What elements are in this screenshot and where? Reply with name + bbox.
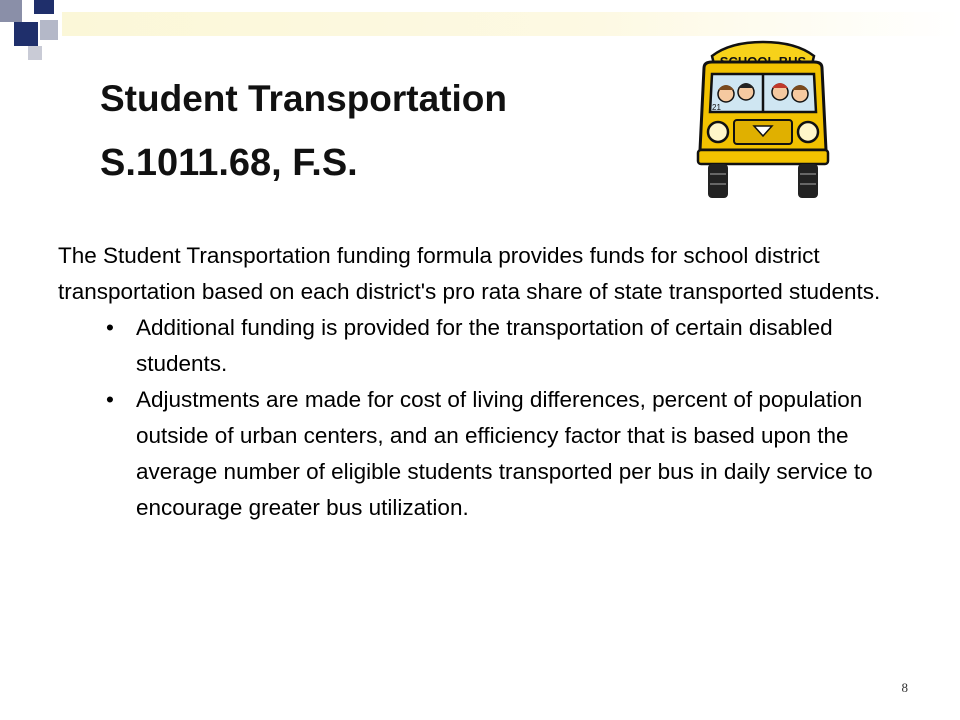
bus-number: 21 [712,103,721,112]
decor-square-navy-top [34,0,54,14]
school-bus-icon [690,38,836,208]
bullet-item [58,310,918,382]
page-number: 8 [901,680,908,695]
bullet-item [58,382,918,526]
bullet-text: Adjustments are made for cost of living differences, percent of population outside of urban centers, and an efficiency factor that is based upon the average number of eligible students transported per bus in daily service to encourage greater bus utilization. [136,387,873,520]
decor-square-light-slate [40,20,58,40]
decor-square-light [28,46,42,60]
bullet-dot: • [106,315,114,340]
bullet-text: Additional funding is provided for the transportation of certain disabled students. [136,315,833,376]
intro-paragraph: The Student Transportation funding formula provides funds for school district transportation based on each district's pro rata share of state transported students. [58,243,881,304]
decor-top-bar [62,12,960,36]
slide-body [58,238,918,526]
bullet-list [58,310,918,526]
bullet-dot: • [106,387,114,412]
decor-square-navy [14,22,38,46]
slide-subtitle-statute: S.1011.68, F.S. [100,142,358,184]
decor-square-slate [0,0,22,22]
slide-title: Student Transportation [100,78,507,119]
